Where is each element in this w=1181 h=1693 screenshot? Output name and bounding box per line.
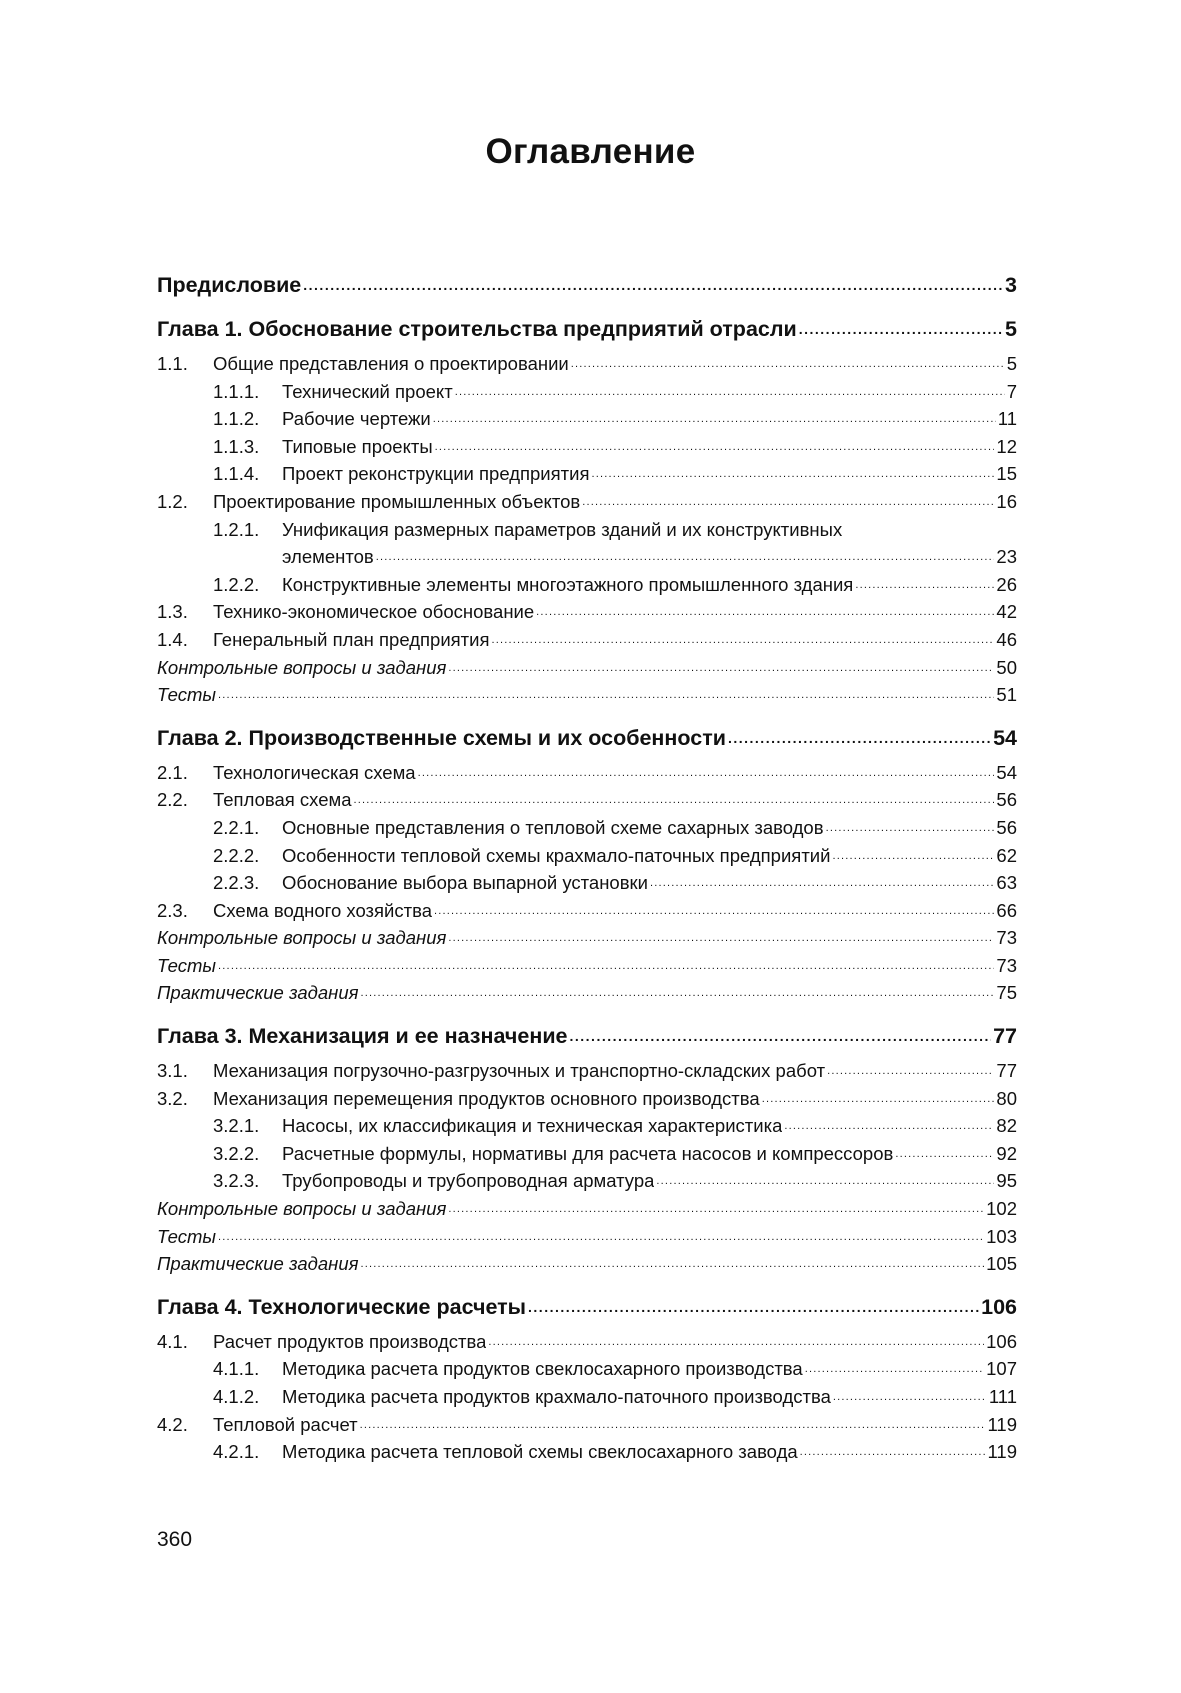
toc-entry-title: Методика расчета продуктов свеклосахарного производства	[282, 1358, 803, 1380]
toc-entry[interactable]	[157, 759, 1017, 787]
toc-entry-number: 1.1.2.	[213, 408, 260, 430]
dot-leader	[650, 871, 994, 890]
toc-page-number: 75	[996, 982, 1017, 1004]
toc-entry-practical-tasks[interactable]	[157, 979, 1017, 1007]
toc-page-number: 107	[986, 1358, 1017, 1380]
toc-entry-number: 2.2.	[157, 789, 188, 811]
toc-entry[interactable]	[157, 1328, 1017, 1356]
toc-chapter-title: Глава 4. Технологические расчеты	[157, 1294, 527, 1319]
toc-entry-review-questions[interactable]	[157, 1195, 1017, 1223]
toc-entry-tests[interactable]	[157, 681, 1017, 709]
toc-page-number: 103	[986, 1225, 1017, 1247]
toc-entry-number: 4.1.2.	[213, 1386, 260, 1407]
dot-leader	[435, 434, 995, 453]
toc-page-number: 16	[996, 490, 1017, 512]
toc-entry-number: 4.2.	[157, 1413, 188, 1435]
toc-page-number: 106	[986, 1330, 1017, 1352]
toc-page-number: 119	[987, 1413, 1017, 1435]
dot-leader	[784, 1114, 994, 1133]
toc-entry-review-questions[interactable]	[157, 654, 1017, 682]
dot-leader	[218, 683, 994, 702]
toc-entry[interactable]	[157, 786, 1017, 814]
toc-page-number: 46	[996, 628, 1017, 650]
toc-chapter-title: Глава 3. Механизация и ее назначение	[157, 1024, 568, 1049]
toc-page-number: 102	[986, 1198, 1017, 1220]
toc-chapter-2[interactable]	[157, 723, 1017, 753]
toc-entry-tests[interactable]	[157, 1223, 1017, 1251]
toc-entry-title-block	[282, 516, 1017, 571]
toc-page-number: 95	[996, 1170, 1017, 1192]
dot-leader	[832, 843, 994, 862]
toc-entry[interactable]	[157, 1383, 1017, 1411]
toc-entry-title: Тесты	[157, 954, 217, 976]
toc-entry-number: 2.2.2.	[213, 844, 260, 866]
toc-page-number: 119	[987, 1441, 1017, 1463]
toc-page-number: 106	[981, 1294, 1017, 1319]
toc-entry-title: Тесты	[157, 684, 217, 706]
dot-leader	[303, 271, 1003, 293]
toc-entry-review-questions[interactable]	[157, 924, 1017, 952]
toc-preface[interactable]	[157, 270, 1017, 300]
dot-leader	[488, 1329, 984, 1348]
dot-leader	[218, 1224, 984, 1243]
toc-entry-title: Методика расчета продуктов крахмало-паточного производства	[282, 1386, 831, 1407]
toc-entry-title: Рабочие чертежи	[282, 408, 431, 430]
dot-leader	[582, 489, 994, 508]
dot-leader	[762, 1086, 995, 1105]
toc-entry[interactable]	[157, 869, 1017, 897]
toc-page-number: 54	[993, 725, 1017, 750]
toc-entry-title: Методика расчета тепловой схемы свеклосахарного завода	[282, 1441, 798, 1463]
table-of-contents	[157, 270, 1017, 1466]
toc-entry-title: Проектирование промышленных объектов	[213, 490, 581, 512]
toc-entry[interactable]	[157, 571, 1017, 599]
toc-page-number: 50	[996, 656, 1017, 678]
toc-page-number: 62	[996, 844, 1017, 866]
toc-entry[interactable]	[157, 516, 1017, 571]
dot-leader	[895, 1141, 994, 1160]
toc-entry-title: Конструктивные элементы многоэтажного промышленного здания	[282, 573, 854, 595]
toc-entry-title: Тепловая схема	[213, 789, 352, 811]
toc-entry-title: Типовые проекты	[282, 435, 433, 457]
dot-leader	[855, 572, 994, 591]
toc-entry-number: 2.3.	[157, 899, 188, 921]
toc-entry[interactable]	[157, 1085, 1017, 1113]
dot-leader	[833, 1385, 987, 1404]
dot-leader	[448, 655, 994, 674]
toc-page-number: 7	[1006, 380, 1017, 402]
toc-entry-number: 1.4.	[157, 628, 188, 650]
toc-chapter-title: Глава 1. Обоснование строительства предприятий отрасли	[157, 317, 797, 341]
toc-entry-number: 1.3.	[157, 601, 188, 623]
toc-page-number: 56	[996, 789, 1017, 811]
toc-entry[interactable]	[157, 626, 1017, 654]
dot-leader	[433, 407, 996, 426]
dot-leader	[492, 627, 995, 646]
toc-chapter-title: Глава 2. Производственные схемы и их особенности	[157, 725, 726, 750]
dot-leader	[591, 462, 994, 481]
toc-chapter-3[interactable]	[157, 1021, 1017, 1051]
toc-entry-title: Технико-экономическое обоснование	[213, 601, 535, 623]
toc-page-number: 63	[996, 872, 1017, 894]
dot-leader	[434, 898, 994, 917]
toc-entry-title: Практические задания	[157, 1253, 359, 1275]
dot-leader	[728, 723, 991, 745]
toc-page-number: 12	[996, 435, 1017, 457]
toc-entry-title: Технический проект	[282, 380, 453, 402]
page-title: Оглавление	[485, 132, 696, 171]
dot-leader	[827, 1059, 994, 1078]
toc-entry-title-last-line	[282, 543, 1017, 571]
toc-entry-number: 1.1.3.	[213, 435, 260, 457]
toc-entry[interactable]	[157, 460, 1017, 488]
toc-page-number: 73	[996, 954, 1017, 976]
toc-page-number: 15	[996, 463, 1017, 485]
toc-entry-number: 4.1.1.	[213, 1358, 260, 1380]
toc-page-number: 23	[996, 546, 1017, 568]
toc-page-number: 111	[988, 1386, 1017, 1407]
dot-leader	[799, 315, 1003, 337]
toc-entry[interactable]	[157, 1167, 1017, 1195]
dot-leader	[826, 815, 995, 834]
toc-entry[interactable]	[157, 1355, 1017, 1383]
dot-leader	[218, 953, 994, 972]
toc-page-number: 3	[1005, 273, 1017, 297]
toc-entry[interactable]	[157, 1140, 1017, 1168]
dot-leader	[361, 981, 995, 1000]
toc-entry[interactable]	[157, 1112, 1017, 1140]
toc-entry-number: 2.1.	[157, 761, 188, 783]
toc-entry-number: 3.2.2.	[213, 1142, 260, 1164]
toc-page-number: 77	[993, 1024, 1017, 1049]
toc-entry-number: 2.2.3.	[213, 872, 260, 894]
toc-entry-number: 1.2.1.	[213, 518, 260, 540]
toc-entry-number: 2.2.1.	[213, 816, 260, 838]
toc-entry-tests[interactable]	[157, 952, 1017, 980]
toc-page-number: 5	[1006, 353, 1017, 374]
toc-page-number: 105	[986, 1253, 1017, 1275]
toc-entry-title: Тесты	[157, 1225, 217, 1247]
toc-entry[interactable]	[157, 814, 1017, 842]
toc-entry-title: Технологическая схема	[213, 761, 416, 783]
toc-chapter-4[interactable]	[157, 1292, 1017, 1322]
dot-leader	[571, 352, 1005, 371]
dot-leader	[656, 1169, 994, 1188]
dot-leader	[448, 1197, 984, 1216]
toc-entry-number: 1.2.2.	[213, 573, 260, 595]
toc-entry-number: 1.1.1.	[213, 380, 260, 402]
dot-leader	[376, 545, 995, 564]
toc-page-number: 56	[996, 816, 1017, 838]
dot-leader	[805, 1357, 984, 1376]
toc-page-number: 66	[996, 899, 1017, 921]
toc-entry[interactable]	[157, 897, 1017, 925]
toc-entry-title: Обоснование выбора выпарной установки	[282, 872, 648, 894]
toc-entry-title: Проект реконструкции предприятия	[282, 463, 590, 485]
toc-page-number: 77	[996, 1060, 1017, 1082]
toc-entry-number: 1.1.	[157, 353, 188, 374]
toc-entry-number: 4.2.1.	[213, 1441, 260, 1463]
toc-entry[interactable]	[157, 378, 1017, 406]
dot-leader	[448, 926, 994, 945]
toc-page-number: 51	[996, 684, 1017, 706]
dot-leader	[361, 1252, 985, 1271]
footer-page-number: 360	[157, 1528, 193, 1551]
toc-entry-title: Расчетные формулы, нормативы для расчета насосов и компрессоров	[282, 1142, 894, 1164]
toc-entry-title: Особенности тепловой схемы крахмало-паточных предприятий	[282, 844, 831, 866]
toc-entry[interactable]	[157, 433, 1017, 461]
toc-entry-title: Контрольные вопросы и задания	[157, 1198, 447, 1220]
dot-leader	[354, 788, 995, 807]
toc-page-number: 80	[996, 1087, 1017, 1109]
toc-entry-title: Предисловие	[157, 273, 302, 297]
toc-entry-title: Схема водного хозяйства	[213, 899, 433, 921]
toc-entry-title: Механизация перемещения продуктов основного производства	[213, 1087, 760, 1109]
toc-chapter-1[interactable]	[157, 314, 1017, 344]
toc-entry-title: Основные представления о тепловой схеме сахарных заводов	[282, 816, 824, 838]
dot-leader	[570, 1022, 992, 1044]
toc-entry[interactable]	[157, 842, 1017, 870]
toc-entry-title: Практические задания	[157, 982, 359, 1004]
toc-entry-title-line: элементов	[282, 546, 374, 568]
toc-entry-title: Насосы, их классификация и техническая характеристика	[282, 1115, 783, 1137]
dot-leader	[360, 1412, 986, 1431]
toc-entry[interactable]	[157, 405, 1017, 433]
toc-entry-number: 1.2.	[157, 490, 188, 512]
toc-entry[interactable]	[157, 350, 1017, 378]
toc-entry-title: Расчет продуктов производства	[213, 1330, 487, 1352]
toc-entry[interactable]	[157, 1411, 1017, 1439]
toc-entry-title: Трубопроводы и трубопроводная арматура	[282, 1170, 655, 1192]
toc-entry-number: 4.1.	[157, 1330, 188, 1352]
toc-page-number: 54	[996, 761, 1017, 783]
toc-entry[interactable]	[157, 598, 1017, 626]
toc-entry[interactable]	[157, 1057, 1017, 1085]
toc-entry-title: Контрольные вопросы и задания	[157, 656, 447, 678]
dot-leader	[536, 600, 994, 619]
toc-page-number: 82	[996, 1115, 1017, 1137]
toc-entry[interactable]	[157, 1438, 1017, 1466]
toc-entry-title: Контрольные вопросы и задания	[157, 927, 447, 949]
toc-entry-number: 3.2.1.	[213, 1115, 260, 1137]
toc-entry-number: 3.2.	[157, 1087, 188, 1109]
toc-page-number: 73	[996, 927, 1017, 949]
toc-entry-title: Общие представления о проектировании	[213, 353, 569, 374]
dot-leader	[455, 379, 1005, 398]
toc-entry-number: 3.1.	[157, 1060, 188, 1082]
toc-page-number: 26	[996, 573, 1017, 595]
toc-entry-number: 1.1.4.	[213, 463, 260, 485]
dot-leader	[528, 1292, 979, 1314]
toc-entry-title: Генеральный план предприятия	[213, 628, 490, 650]
toc-entry-title-line: Унификация размерных параметров зданий и их конструктивных	[282, 518, 843, 540]
toc-entry-number: 3.2.3.	[213, 1170, 260, 1192]
dot-leader	[418, 760, 995, 779]
toc-page-number: 11	[997, 408, 1017, 430]
toc-entry-practical-tasks[interactable]	[157, 1250, 1017, 1278]
toc-page-number: 42	[996, 601, 1017, 623]
toc-entry-title: Механизация погрузочно-разгрузочных и транспортно-складских работ	[213, 1060, 826, 1082]
dot-leader	[800, 1440, 986, 1459]
toc-entry[interactable]	[157, 488, 1017, 516]
toc-entry-title: Тепловой расчет	[213, 1413, 358, 1435]
toc-page-number: 5	[1005, 317, 1017, 341]
toc-page-number: 92	[996, 1142, 1017, 1164]
